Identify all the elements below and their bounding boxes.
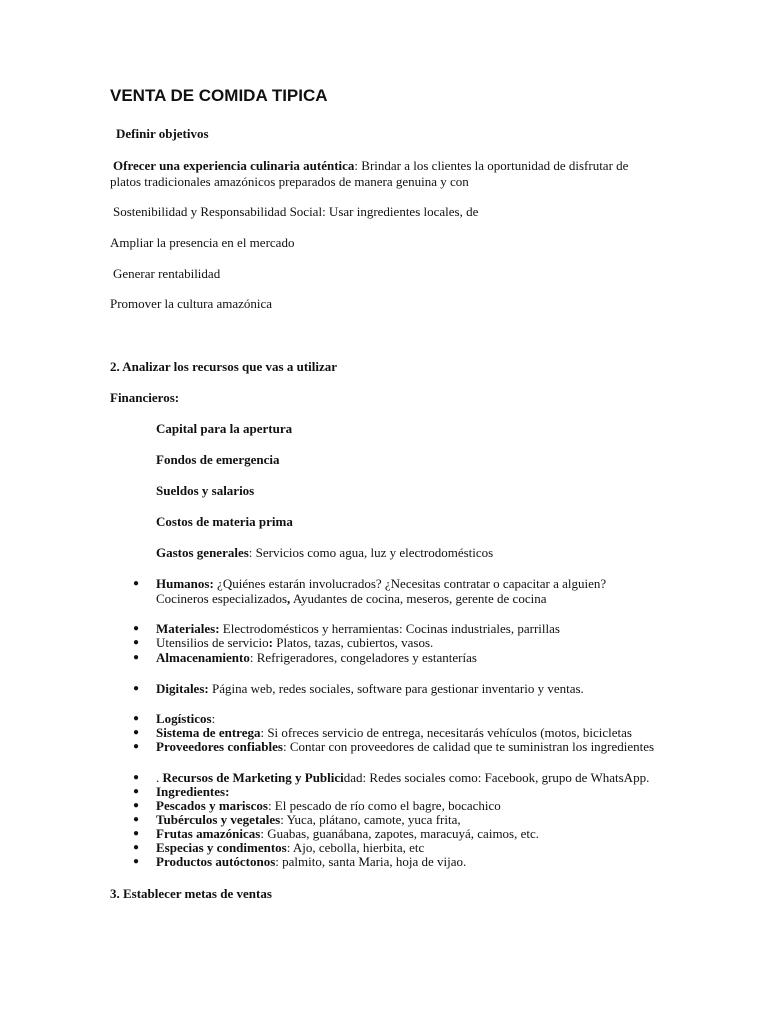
objectives-heading: Definir objetivos bbox=[116, 126, 209, 141]
bullet-icon: ● bbox=[133, 842, 140, 853]
bullet-icon: ● bbox=[133, 741, 140, 752]
humanos-line2: Cocineros especializados, Ayudantes de cocina, meseros, gerente de cocina bbox=[156, 591, 547, 606]
bullet-icon: ● bbox=[133, 623, 140, 634]
objective-profit: Generar rentabilidad bbox=[113, 266, 221, 281]
financiero-item: Costos de materia prima bbox=[156, 514, 293, 529]
bullet-icon: ● bbox=[133, 727, 140, 738]
bullet-icon: ● bbox=[133, 772, 140, 783]
bullet-icon: ● bbox=[133, 683, 140, 694]
ingrediente-item: Productos autóctonos: palmito, santa Maria, hoja de vijao. bbox=[156, 854, 467, 869]
objective-culture: Promover la cultura amazónica bbox=[110, 296, 273, 311]
bullet-icon: ● bbox=[133, 814, 140, 825]
financiero-gastos: Gastos generales: Servicios como agua, luz y electrodomésticos bbox=[156, 545, 494, 560]
marketing-item: . Recursos de Marketing y Publicidad: Redes sociales como: Facebook, grupo de WhatsApp. bbox=[156, 770, 650, 785]
page-title: VENTA DE COMIDA TIPICA bbox=[110, 86, 328, 105]
bullet-icon: ● bbox=[133, 637, 140, 648]
humanos-item: Humanos: ¿Quiénes estarán involucrados? ¿Necesitas contratar o capacitar a alguien? bbox=[156, 576, 607, 591]
entrega-item: Sistema de entrega: Si ofreces servicio de entrega, necesitarás vehículos (motos, bicicletas bbox=[156, 725, 632, 740]
objective-sustainability: Sostenibilidad y Responsabilidad Social: Usar ingredientes locales, de bbox=[113, 204, 479, 219]
bullet-icon: ● bbox=[133, 578, 140, 589]
bullet-icon: ● bbox=[133, 856, 140, 867]
objective-authentic-line2: platos tradicionales amazónicos preparados de manera genuina y con bbox=[110, 174, 469, 189]
ingredientes-label: Ingredientes: bbox=[156, 784, 230, 799]
materiales-item: Materiales: Electrodomésticos y herramientas: Cocinas industriales, parrillas bbox=[156, 621, 560, 636]
bullet-icon: ● bbox=[133, 800, 140, 811]
bullet-icon: ● bbox=[133, 652, 140, 663]
digitales-item: Digitales: Página web, redes sociales, software para gestionar inventario y ventas. bbox=[156, 681, 584, 696]
financiero-item: Capital para la apertura bbox=[156, 421, 293, 436]
ingrediente-item: Tubérculos y vegetales: Yuca, plátano, camote, yuca frita, bbox=[156, 812, 461, 827]
financiero-item: Sueldos y salarios bbox=[156, 483, 255, 498]
objective-authentic: Ofrecer una experiencia culinaria auténtica: Brindar a los clientes la oportunidad de disfrutar de bbox=[113, 158, 629, 173]
logisticos-item: Logísticos: bbox=[156, 711, 216, 726]
section-2-heading: 2. Analizar los recursos que vas a utilizar bbox=[110, 359, 338, 374]
objective-market: Ampliar la presencia en el mercado bbox=[110, 235, 295, 250]
bullet-icon: ● bbox=[133, 828, 140, 839]
bullet-icon: ● bbox=[133, 786, 140, 797]
ingrediente-item: Especias y condimentos: Ajo, cebolla, hierbita, etc bbox=[156, 840, 425, 855]
utensilios-item: Utensilios de servicio: Platos, tazas, cubiertos, vasos. bbox=[156, 635, 434, 650]
almacenamiento-item: Almacenamiento: Refrigeradores, congeladores y estanterías bbox=[156, 650, 477, 665]
ingrediente-item: Frutas amazónicas: Guabas, guanábana, zapotes, maracuyá, caimos, etc. bbox=[156, 826, 540, 841]
proveedores-item: Proveedores confiables: Contar con proveedores de calidad que te suministran los ingredientes bbox=[156, 739, 655, 754]
financieros-label: Financieros: bbox=[110, 390, 180, 405]
financiero-item: Fondos de emergencia bbox=[156, 452, 280, 467]
ingrediente-item: Pescados y mariscos: El pescado de río como el bagre, bocachico bbox=[156, 798, 501, 813]
bullet-icon: ● bbox=[133, 713, 140, 724]
section-3-heading: 3. Establecer metas de ventas bbox=[110, 886, 272, 901]
